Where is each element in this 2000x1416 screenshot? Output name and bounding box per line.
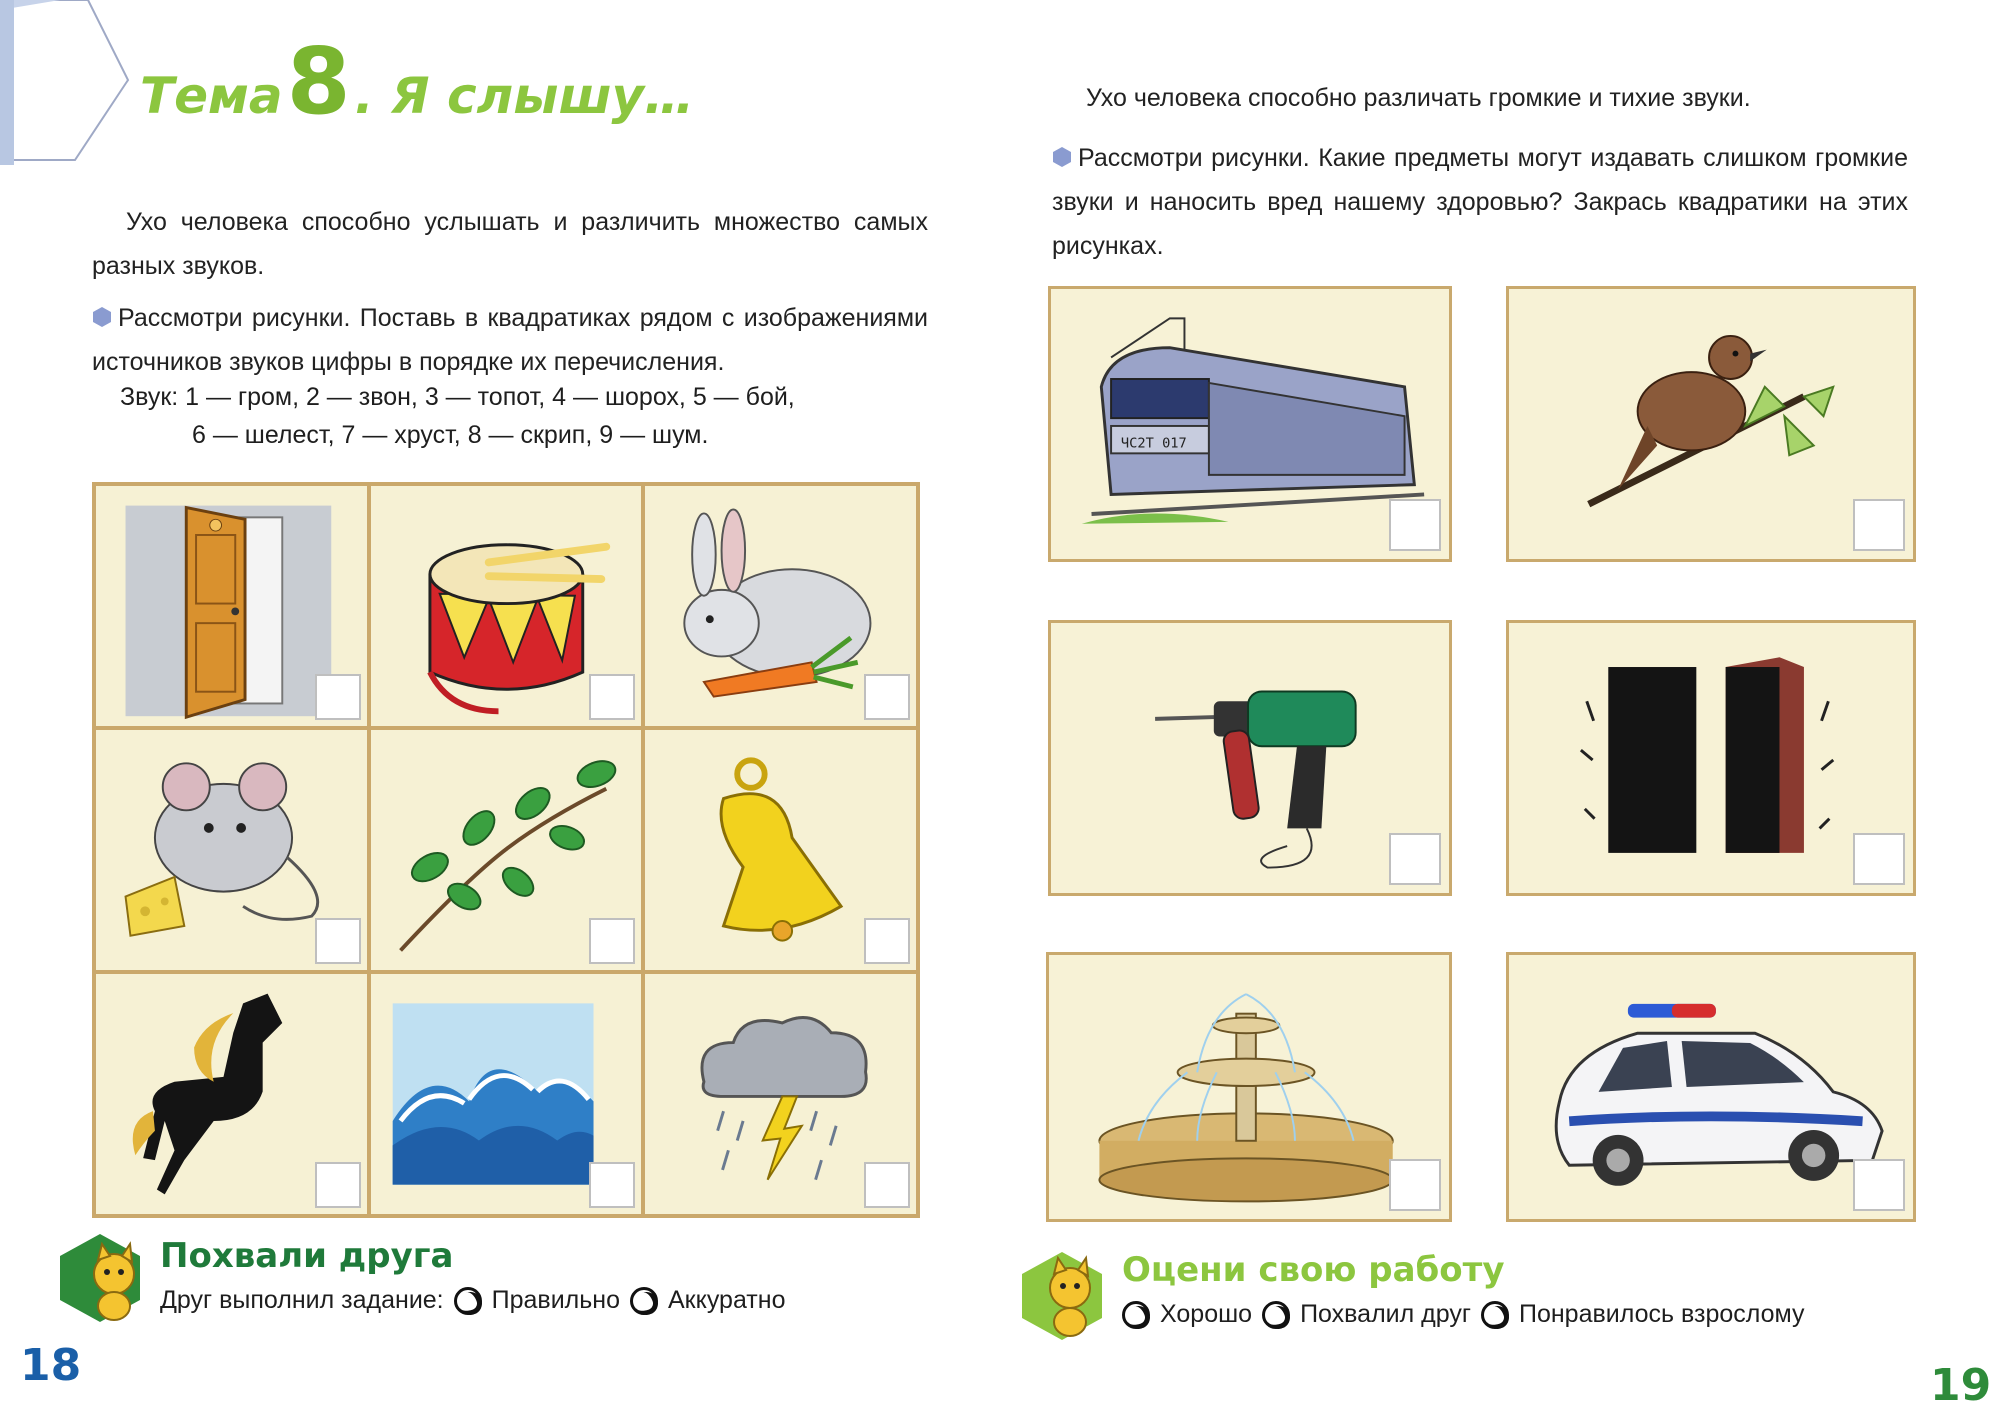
- card-drill: [1048, 620, 1452, 896]
- radio-adult-liked[interactable]: [1481, 1301, 1509, 1329]
- right-intro-text: Ухо человека способно различать громкие и тихие звуки.: [1086, 84, 1751, 112]
- page-title: [140, 28, 694, 135]
- grid-cell-mouse: [94, 728, 369, 972]
- grid-cell-rabbit: [643, 484, 918, 728]
- sounds-line-2: 6 — шелест, 7 — хруст, 8 — скрип, 9 — шум.: [192, 421, 709, 449]
- card-fountain: [1046, 952, 1452, 1222]
- radio-friend-praised[interactable]: [1262, 1301, 1290, 1329]
- right-task-text: Рассмотри рисунки. Какие предметы могут издавать слишком громкие звуки и наносить вред нашему здоровью? Закрась квадратики на этих рисунках.: [1052, 144, 1908, 260]
- radio-good[interactable]: [1122, 1301, 1150, 1329]
- answer-box-police-car[interactable]: [1853, 1159, 1905, 1211]
- sounds-list: [120, 378, 930, 454]
- footer-options-rate: [1122, 1300, 1805, 1329]
- footer-prompt: Друг выполнил задание:: [160, 1286, 444, 1314]
- footer-title-rate: Оцени свою работу: [1122, 1250, 1505, 1290]
- right-intro-paragraph: [1052, 76, 1908, 120]
- train-number: ЧС2Т 017: [1120, 435, 1187, 452]
- grid-cell-waves: [369, 972, 644, 1216]
- radio-neat[interactable]: [630, 1287, 658, 1315]
- card-police-car: [1506, 952, 1916, 1222]
- bullet-hexagon-icon: [92, 306, 112, 328]
- footer-title-praise: Похвали друга: [160, 1236, 454, 1276]
- cat-badge-icon: [52, 1230, 148, 1326]
- page-number-left: 18: [20, 1340, 82, 1391]
- answer-box-waves[interactable]: [589, 1162, 635, 1208]
- option-neat-label: Аккуратно: [668, 1286, 786, 1314]
- option-good-label: Хорошо: [1160, 1300, 1253, 1328]
- intro-text: Ухо человека способно услышать и различить множество самых разных звуков.: [92, 208, 928, 280]
- answer-box-rabbit[interactable]: [864, 674, 910, 720]
- answer-box-branch[interactable]: [589, 918, 635, 964]
- sound-sources-grid: [92, 482, 920, 1218]
- card-train: [1048, 286, 1452, 562]
- radio-correct[interactable]: [454, 1287, 482, 1315]
- right-task-paragraph: [1052, 136, 1908, 268]
- answer-box-drum[interactable]: [589, 674, 635, 720]
- sounds-line-1: Звук: 1 — гром, 2 — звон, 3 — топот, 4 — шорох, 5 — бой,: [120, 383, 795, 411]
- grid-cell-branch: [369, 728, 644, 972]
- grid-cell-bell: [643, 728, 918, 972]
- card-speakers: [1506, 620, 1916, 896]
- answer-box-speakers[interactable]: [1853, 833, 1905, 885]
- grid-cell-door: [94, 484, 369, 728]
- intro-paragraph: [92, 200, 928, 288]
- right-page: [1000, 0, 2000, 1416]
- task-text: Рассмотри рисунки. Поставь в квадратиках рядом с изображениями источников звуков цифры в порядке их перечисления.: [92, 304, 928, 376]
- answer-box-mouse[interactable]: [315, 918, 361, 964]
- card-bird: [1506, 286, 1916, 562]
- title-word: Тема: [140, 67, 283, 125]
- footer-options-praise: [160, 1286, 785, 1315]
- answer-box-train[interactable]: [1389, 499, 1441, 551]
- answer-box-fountain[interactable]: [1389, 1159, 1441, 1211]
- option-correct-label: Правильно: [491, 1286, 620, 1314]
- hexagon-badge-icon: [0, 0, 140, 170]
- answer-box-bird[interactable]: [1853, 499, 1905, 551]
- topic-number: 8: [286, 28, 351, 135]
- answer-box-thundercloud[interactable]: [864, 1162, 910, 1208]
- bullet-hexagon-icon: [1052, 146, 1072, 168]
- answer-box-door[interactable]: [315, 674, 361, 720]
- page-number-right: 19: [1930, 1360, 1992, 1411]
- grid-cell-horse: [94, 972, 369, 1216]
- option-adult-liked-label: Понравилось взрослому: [1519, 1300, 1805, 1328]
- option-friend-praised-label: Похвалил друг: [1300, 1300, 1471, 1328]
- task-paragraph: [92, 296, 928, 384]
- answer-box-drill[interactable]: [1389, 833, 1441, 885]
- grid-cell-drum: [369, 484, 644, 728]
- cat-badge-icon: [1014, 1248, 1110, 1344]
- answer-box-horse[interactable]: [315, 1162, 361, 1208]
- title-rest: . Я слышу…: [354, 67, 695, 125]
- answer-box-bell[interactable]: [864, 918, 910, 964]
- grid-cell-thundercloud: [643, 972, 918, 1216]
